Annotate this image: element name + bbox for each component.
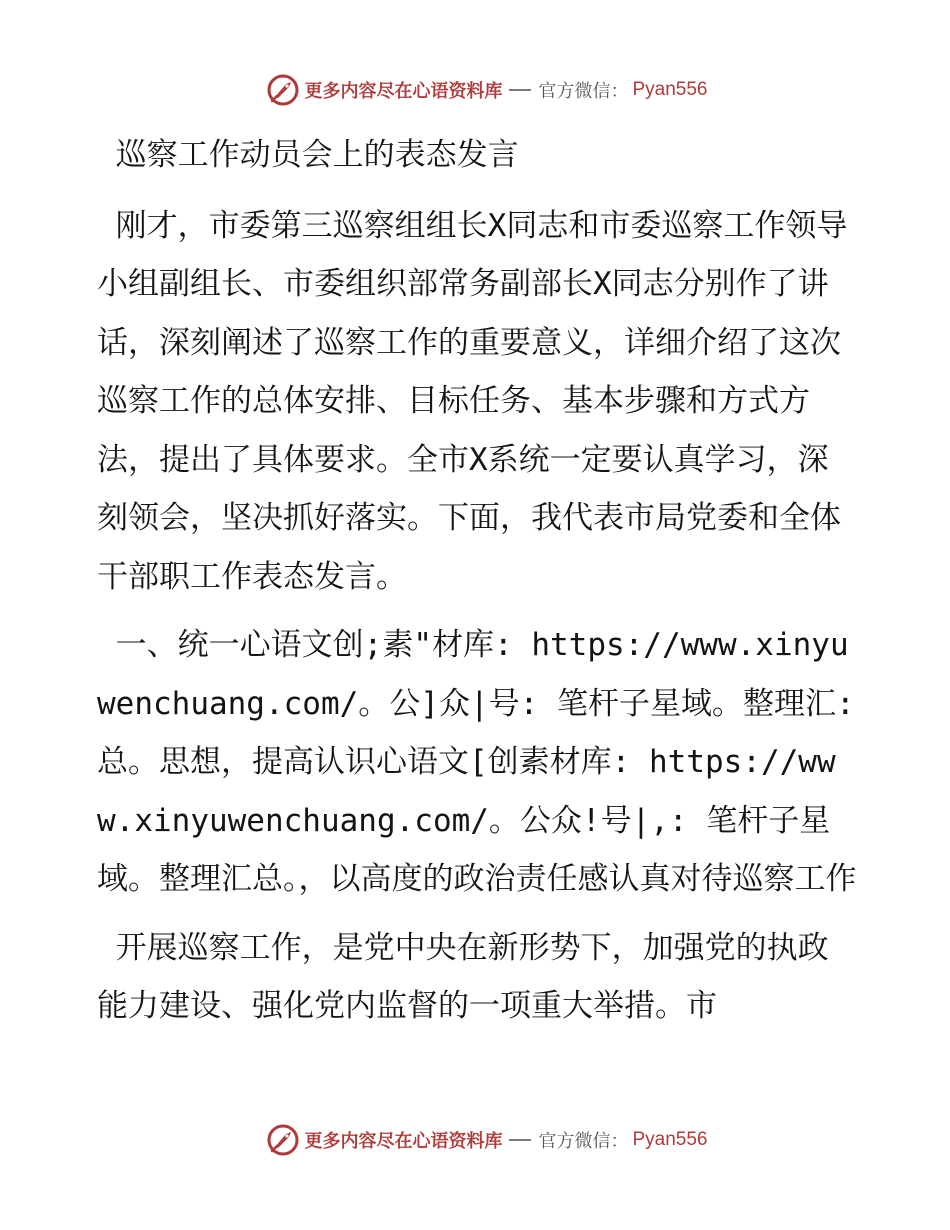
watermark-wechat-id: Pyan556 (632, 1129, 708, 1150)
document-title: 巡察工作动员会上的表态发言 (97, 137, 519, 173)
watermark-wechat-label: 官方微信： (538, 1131, 629, 1152)
pen-nib-logo-icon (266, 73, 300, 107)
paragraph-section-one: 一、统一心语文创;素"材库: https://www.xinyuwenchuang.com/。公]众|号: 笔杆子星域。整理汇:总。思想，提高认识心语文[创素材库: https://www.xinyuwenchuang.com/。公众!号|,: 笔杆子星域。整理汇总。，以高度的政治责任感认真对待巡察工作 (97, 627, 857, 897)
footer-watermark (0, 1122, 950, 1158)
watermark-dash (509, 89, 531, 91)
paragraph-intro: 刚才，市委第三巡察组组长X同志和市委巡察工作领导小组副组长、市委组织部常务副部长X同志分别作了讲话，深刻阐述了巡察工作的重要意义，详细介绍了这次巡察工作的总体安排、目标任务、基本步骤和方式方法，提出了具体要求。全市X系统一定要认真学习，深刻领会，坚决抓好落实。下面，我代表市局党委和全体干部职工作表态发言。 (97, 207, 848, 595)
paragraph-section-one-body: 开展巡察工作，是党中央在新形势下，加强党的执政能力建设、强化党内监督的一项重大举措。市 (97, 929, 829, 1024)
pen-nib-logo-icon (266, 1123, 300, 1157)
header-watermark (0, 72, 950, 108)
watermark-dash (509, 1139, 531, 1141)
watermark-wechat-label: 官方微信： (538, 81, 629, 102)
watermark-brand-text: 更多内容尽在心语资料库 (304, 81, 503, 102)
watermark-wechat-id: Pyan556 (632, 79, 708, 100)
document-body (97, 126, 857, 1046)
watermark-brand-text: 更多内容尽在心语资料库 (304, 1131, 503, 1152)
